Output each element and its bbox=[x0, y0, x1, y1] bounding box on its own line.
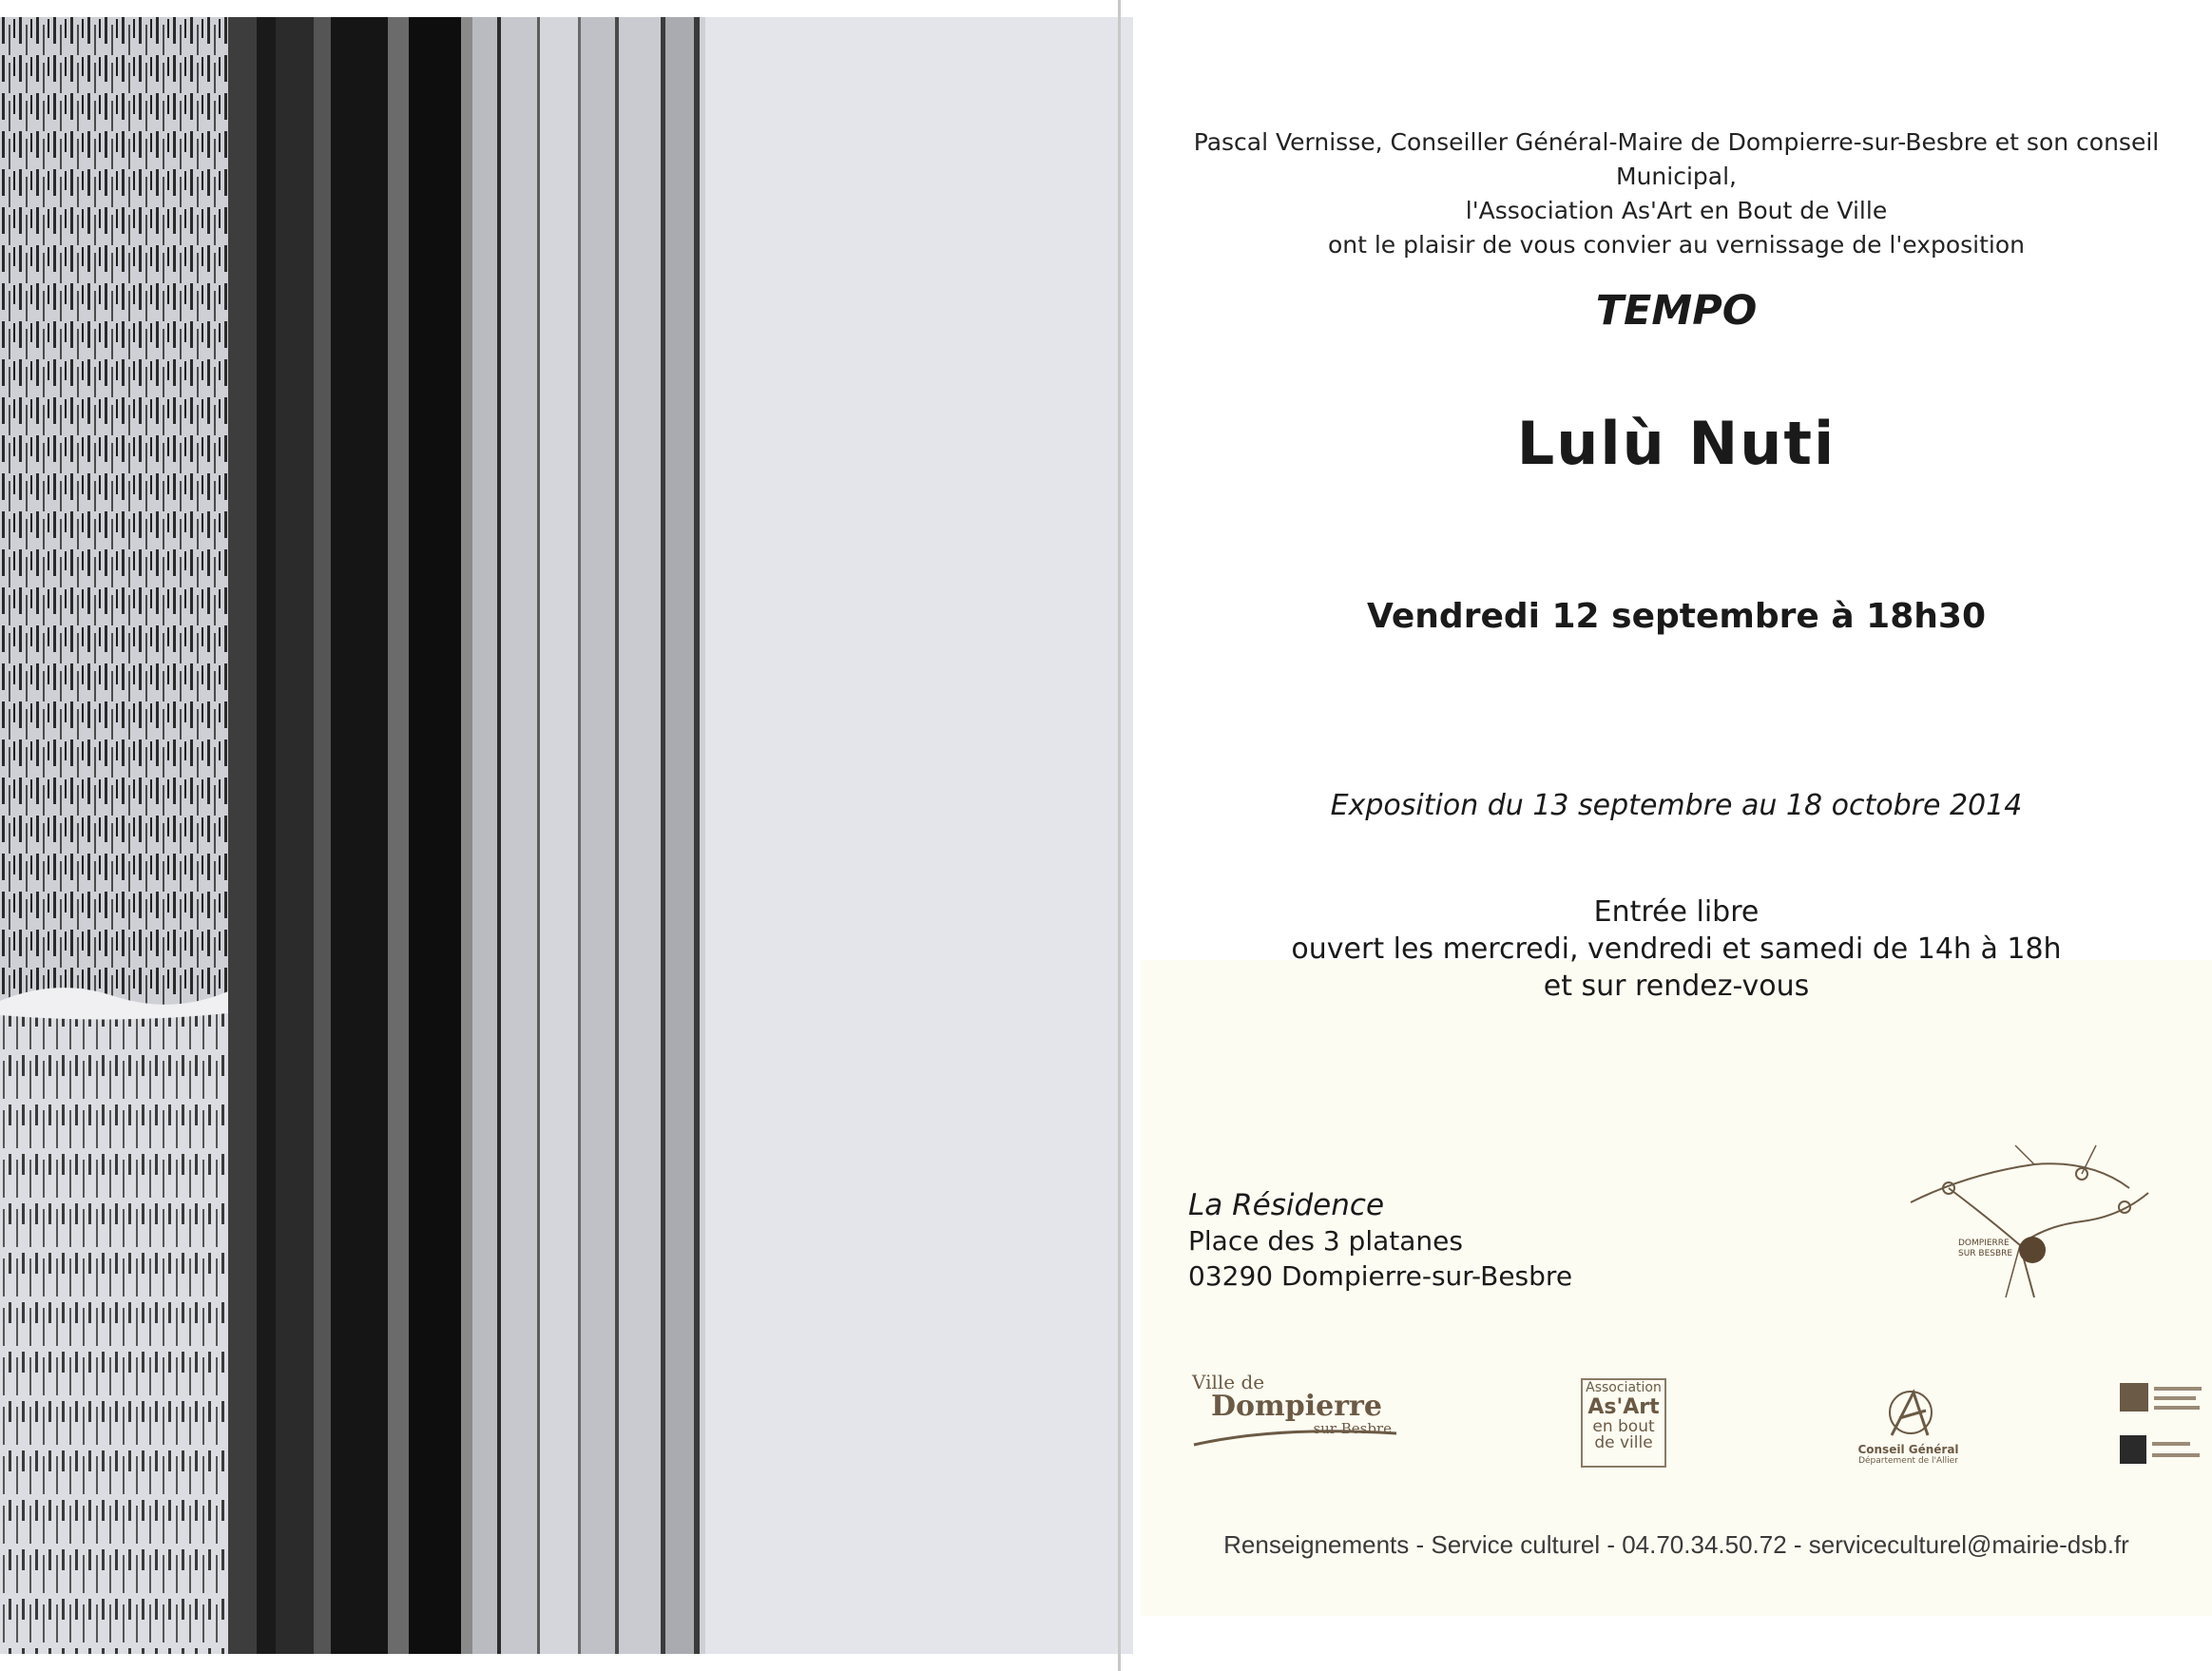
photo-artwork bbox=[0, 17, 1133, 1654]
town-marker bbox=[2019, 1237, 2046, 1263]
conseil-general-logo bbox=[1844, 1388, 1972, 1469]
logo-cg-line2: Département de l'Allier bbox=[1858, 1456, 1958, 1466]
logo-asart-line2: As'Art bbox=[1587, 1395, 1660, 1419]
logo-dompierre-name: Dompierre bbox=[1211, 1390, 1382, 1423]
logo-asart-line1: Association bbox=[1586, 1380, 1662, 1395]
allier-emblem-icon bbox=[1871, 1388, 1947, 1440]
vernissage-date: Vendredi 12 septembre à 18h30 bbox=[1366, 597, 1987, 636]
appointment-note: et sur rendez-vous bbox=[1543, 970, 1810, 1003]
entry-free: Entrée libre bbox=[1593, 895, 1760, 929]
ville-dompierre-logo bbox=[1192, 1371, 1401, 1447]
logo-asart-line3: en bout bbox=[1592, 1417, 1655, 1436]
logo-dompierre-swoosh bbox=[1192, 1428, 1401, 1447]
logo-dompierre-small: Ville de bbox=[1192, 1371, 1265, 1393]
exhibition-title: TEMPO bbox=[1595, 287, 1758, 335]
artist-name: Lulù Nuti bbox=[1516, 409, 1837, 478]
map-town-label: DOMPIERRE bbox=[1958, 1239, 2010, 1248]
map-town-label-sub: SUR BESBRE bbox=[1958, 1249, 2013, 1258]
exhibition-photo bbox=[0, 17, 1133, 1654]
exhibition-dates: Exposition du 13 septembre au 18 octobre 2014 bbox=[1330, 789, 2023, 822]
logo-cg-line1: Conseil Général bbox=[1857, 1443, 1959, 1456]
venue-city: 03290 Dompierre-sur-Besbre bbox=[1188, 1260, 1573, 1292]
contact-info: Renseignements - Service culturel - 04.70.34.50.72 - serviceculturel@mairie-dsb.fr bbox=[1223, 1530, 2129, 1559]
logo-asart-line4: de ville bbox=[1594, 1433, 1653, 1452]
asart-logo bbox=[1581, 1378, 1666, 1468]
venue-street: Place des 3 platanes bbox=[1188, 1225, 1463, 1257]
location-map bbox=[1892, 1136, 2167, 1312]
prefecture-logo bbox=[2120, 1383, 2205, 1473]
republic-emblem-icon bbox=[2120, 1383, 2205, 1473]
venue-name: La Résidence bbox=[1188, 1188, 1385, 1222]
intro-line-association: l'Association As'Art en Bout de Ville bbox=[1465, 197, 1888, 224]
opening-days: ouvert les mercredi, vendredi et samedi de 14h à 18h bbox=[1291, 932, 2062, 966]
invitation-intro bbox=[1141, 125, 2212, 262]
intro-line-invitation: ont le plaisir de vous convier au vernissage de l'exposition bbox=[1327, 231, 2026, 259]
venue-address bbox=[1188, 1188, 1572, 1294]
card-fold-line bbox=[1118, 0, 1121, 1671]
intro-line-hosts: Pascal Vernisse, Conseiller Général-Maire de Dompierre-sur-Besbre et son conseil Municipal, bbox=[1193, 128, 2160, 190]
logo-dompierre-sub: sur Besbre bbox=[1313, 1420, 1392, 1437]
opening-hours bbox=[1141, 893, 2212, 1005]
